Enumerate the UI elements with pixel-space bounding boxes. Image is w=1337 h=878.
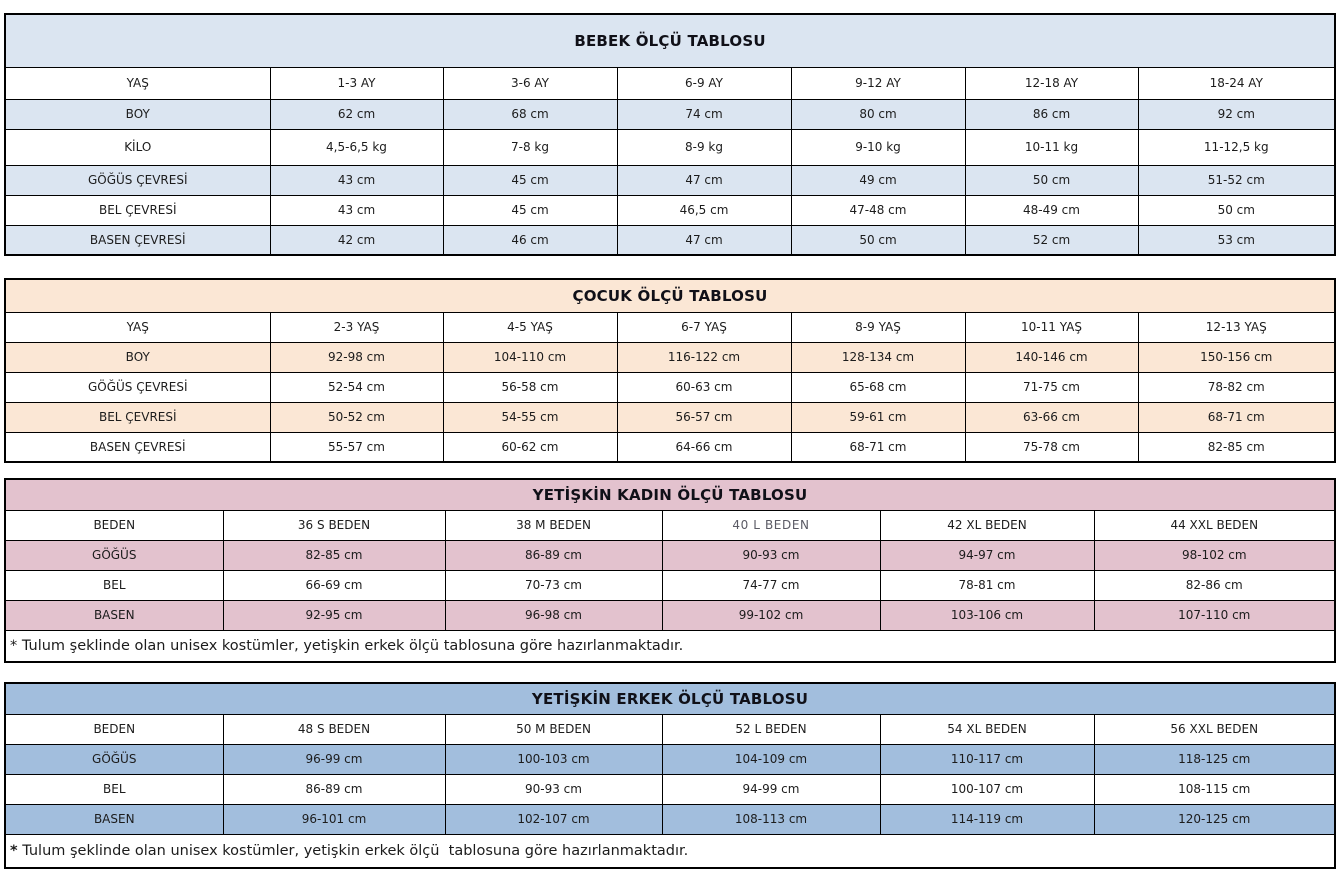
size-cell: 2-3 YAŞ <box>270 312 443 342</box>
size-cell: 82-85 cm <box>1138 432 1335 462</box>
size-cell: 150-156 cm <box>1138 342 1335 372</box>
size-cell: 9-12 AY <box>791 67 965 99</box>
size-cell: 71-75 cm <box>965 372 1138 402</box>
row-label: GÖĞÜS ÇEVRESİ <box>5 372 270 402</box>
size-cell: 78-82 cm <box>1138 372 1335 402</box>
size-cell: 108-113 cm <box>662 804 880 834</box>
size-cell: 1-3 AY <box>270 67 443 99</box>
baby-table-title: BEBEK ÖLÇÜ TABLOSU <box>5 14 1335 67</box>
table-row <box>5 804 1335 834</box>
row-label: BASEN <box>5 600 223 630</box>
size-cell: 51-52 cm <box>1138 165 1335 195</box>
size-cell: 68-71 cm <box>1138 402 1335 432</box>
size-cell: 92-95 cm <box>223 600 445 630</box>
table-row <box>5 195 1335 225</box>
size-cell: 92 cm <box>1138 99 1335 129</box>
size-cell: 74-77 cm <box>662 570 880 600</box>
note-asterisk: * <box>10 842 18 859</box>
table-row <box>5 630 1335 662</box>
size-cell: 90-93 cm <box>445 774 662 804</box>
size-cell: 128-134 cm <box>791 342 965 372</box>
row-label: BEL ÇEVRESİ <box>5 195 270 225</box>
size-cell: 65-68 cm <box>791 372 965 402</box>
size-cell: 103-106 cm <box>880 600 1094 630</box>
size-cell: 36 S BEDEN <box>223 510 445 540</box>
size-cell: 52 cm <box>965 225 1138 255</box>
size-cell: 11-12,5 kg <box>1138 129 1335 165</box>
table-row <box>5 834 1335 868</box>
table-row <box>5 744 1335 774</box>
size-cell: 49 cm <box>791 165 965 195</box>
row-label: BASEN ÇEVRESİ <box>5 432 270 462</box>
table-row <box>5 165 1335 195</box>
table-row <box>5 342 1335 372</box>
table-row <box>5 774 1335 804</box>
size-cell: 86-89 cm <box>445 540 662 570</box>
size-cell: 64-66 cm <box>617 432 791 462</box>
size-cell: 92-98 cm <box>270 342 443 372</box>
size-cell: 68-71 cm <box>791 432 965 462</box>
table-row <box>5 279 1335 312</box>
women-size-table <box>4 478 1336 663</box>
table-row <box>5 67 1335 99</box>
size-cell: 48-49 cm <box>965 195 1138 225</box>
size-cell: 102-107 cm <box>445 804 662 834</box>
table-row <box>5 99 1335 129</box>
size-cell: 6-9 AY <box>617 67 791 99</box>
size-cell: 8-9 YAŞ <box>791 312 965 342</box>
size-cell: 120-125 cm <box>1094 804 1335 834</box>
size-cell: 56 XXL BEDEN <box>1094 714 1335 744</box>
size-cell: 66-69 cm <box>223 570 445 600</box>
size-cell: 50 cm <box>965 165 1138 195</box>
table-row <box>5 570 1335 600</box>
size-cell: 40 L BEDEN <box>662 510 880 540</box>
row-label: KİLO <box>5 129 270 165</box>
size-cell: 55-57 cm <box>270 432 443 462</box>
size-cell: 47 cm <box>617 225 791 255</box>
size-cell: 46 cm <box>443 225 617 255</box>
size-cell: 70-73 cm <box>445 570 662 600</box>
child-table-title: ÇOCUK ÖLÇÜ TABLOSU <box>5 279 1335 312</box>
unisex-note <box>5 834 1335 868</box>
child-size-table <box>4 278 1336 463</box>
size-cell: 96-99 cm <box>223 744 445 774</box>
row-label: BOY <box>5 99 270 129</box>
size-cell: 56-57 cm <box>617 402 791 432</box>
row-label: BASEN ÇEVRESİ <box>5 225 270 255</box>
size-cell: 78-81 cm <box>880 570 1094 600</box>
row-label: YAŞ <box>5 67 270 99</box>
row-label: GÖĞÜS <box>5 744 223 774</box>
size-cell: 104-109 cm <box>662 744 880 774</box>
size-cell: 43 cm <box>270 165 443 195</box>
size-cell: 52-54 cm <box>270 372 443 402</box>
size-cell: 50-52 cm <box>270 402 443 432</box>
size-cell: 59-61 cm <box>791 402 965 432</box>
size-cell: 118-125 cm <box>1094 744 1335 774</box>
size-cell: 80 cm <box>791 99 965 129</box>
size-cell: 56-58 cm <box>443 372 617 402</box>
table-row <box>5 714 1335 744</box>
size-cell: 50 cm <box>791 225 965 255</box>
size-cell: 96-101 cm <box>223 804 445 834</box>
size-cell: 107-110 cm <box>1094 600 1335 630</box>
men-table-title: YETİŞKİN ERKEK ÖLÇÜ TABLOSU <box>5 683 1335 714</box>
size-cell: 45 cm <box>443 165 617 195</box>
size-cell: 45 cm <box>443 195 617 225</box>
table-row <box>5 225 1335 255</box>
women-table-title: YETİŞKİN KADIN ÖLÇÜ TABLOSU <box>5 479 1335 510</box>
size-cell: 94-99 cm <box>662 774 880 804</box>
size-cell: 90-93 cm <box>662 540 880 570</box>
unisex-note: * Tulum şeklinde olan unisex kostümler, yetişkin erkek ölçü tablosuna göre hazırlanmaktadır. <box>5 630 1335 662</box>
row-label: BEL <box>5 774 223 804</box>
size-cell: 18-24 AY <box>1138 67 1335 99</box>
size-cell: 63-66 cm <box>965 402 1138 432</box>
size-cell: 68 cm <box>443 99 617 129</box>
size-cell: 7-8 kg <box>443 129 617 165</box>
table-row <box>5 683 1335 714</box>
size-cell: 8-9 kg <box>617 129 791 165</box>
size-cell: 110-117 cm <box>880 744 1094 774</box>
size-cell: 86-89 cm <box>223 774 445 804</box>
size-cell: 42 cm <box>270 225 443 255</box>
size-cell: 4,5-6,5 kg <box>270 129 443 165</box>
row-label: BEL <box>5 570 223 600</box>
size-cell: 96-98 cm <box>445 600 662 630</box>
size-cell: 98-102 cm <box>1094 540 1335 570</box>
table-row <box>5 600 1335 630</box>
table-row <box>5 312 1335 342</box>
row-label: BEDEN <box>5 510 223 540</box>
size-cell: 6-7 YAŞ <box>617 312 791 342</box>
size-cell: 47 cm <box>617 165 791 195</box>
table-row <box>5 432 1335 462</box>
size-cell: 48 S BEDEN <box>223 714 445 744</box>
table-row <box>5 479 1335 510</box>
size-cell: 38 M BEDEN <box>445 510 662 540</box>
size-cell: 104-110 cm <box>443 342 617 372</box>
baby-size-table <box>4 13 1336 256</box>
table-row <box>5 510 1335 540</box>
size-cell: 9-10 kg <box>791 129 965 165</box>
size-cell: 10-11 kg <box>965 129 1138 165</box>
size-cell: 82-86 cm <box>1094 570 1335 600</box>
table-row <box>5 372 1335 402</box>
size-cell: 12-18 AY <box>965 67 1138 99</box>
men-size-table <box>4 682 1336 869</box>
size-cell: 86 cm <box>965 99 1138 129</box>
size-cell: 44 XXL BEDEN <box>1094 510 1335 540</box>
size-cell: 94-97 cm <box>880 540 1094 570</box>
size-cell: 54 XL BEDEN <box>880 714 1094 744</box>
size-cell: 42 XL BEDEN <box>880 510 1094 540</box>
size-cell: 108-115 cm <box>1094 774 1335 804</box>
size-cell: 140-146 cm <box>965 342 1138 372</box>
size-cell: 82-85 cm <box>223 540 445 570</box>
size-cell: 60-62 cm <box>443 432 617 462</box>
table-row <box>5 129 1335 165</box>
size-cell: 53 cm <box>1138 225 1335 255</box>
table-row <box>5 402 1335 432</box>
size-cell: 12-13 YAŞ <box>1138 312 1335 342</box>
size-cell: 4-5 YAŞ <box>443 312 617 342</box>
size-cell: 100-107 cm <box>880 774 1094 804</box>
size-cell: 3-6 AY <box>443 67 617 99</box>
size-cell: 62 cm <box>270 99 443 129</box>
row-label: BEL ÇEVRESİ <box>5 402 270 432</box>
row-label: YAŞ <box>5 312 270 342</box>
size-cell: 99-102 cm <box>662 600 880 630</box>
size-cell: 60-63 cm <box>617 372 791 402</box>
size-cell: 10-11 YAŞ <box>965 312 1138 342</box>
row-label: BASEN <box>5 804 223 834</box>
size-cell: 75-78 cm <box>965 432 1138 462</box>
note-text: Tulum şeklinde olan unisex kostümler, yetişkin erkek ölçü tablosuna göre hazırlanmaktadır. <box>17 842 689 859</box>
size-cell: 43 cm <box>270 195 443 225</box>
row-label: GÖĞÜS ÇEVRESİ <box>5 165 270 195</box>
size-cell: 74 cm <box>617 99 791 129</box>
size-cell: 50 M BEDEN <box>445 714 662 744</box>
table-row <box>5 14 1335 67</box>
size-cell: 50 cm <box>1138 195 1335 225</box>
row-label: BOY <box>5 342 270 372</box>
size-cell: 54-55 cm <box>443 402 617 432</box>
size-cell: 47-48 cm <box>791 195 965 225</box>
table-row <box>5 540 1335 570</box>
row-label: BEDEN <box>5 714 223 744</box>
size-cell: 52 L BEDEN <box>662 714 880 744</box>
size-cell: 46,5 cm <box>617 195 791 225</box>
size-cell: 114-119 cm <box>880 804 1094 834</box>
size-cell: 116-122 cm <box>617 342 791 372</box>
row-label: GÖĞÜS <box>5 540 223 570</box>
size-cell: 100-103 cm <box>445 744 662 774</box>
